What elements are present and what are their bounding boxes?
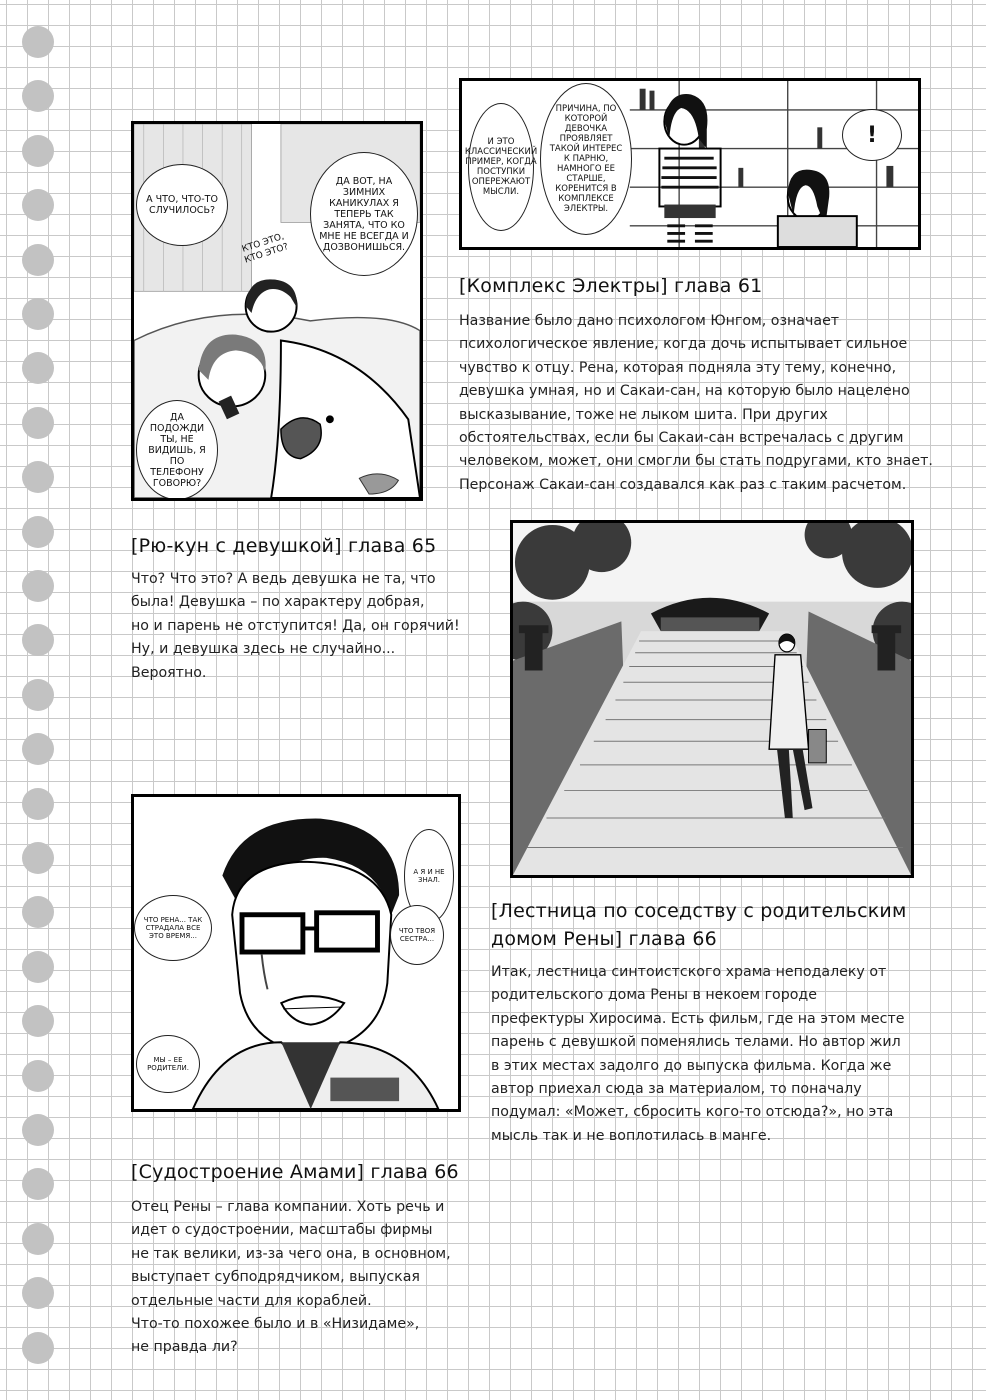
shrine-stairs-illustration: [513, 523, 911, 875]
speech-bubble: И ЭТО КЛАССИЧЕСКИЙ ПРИМЕР, КОГДА ПОСТУПКИ ОПЕРЕЖАЮТ МЫСЛИ.: [468, 103, 534, 231]
text-line: обстоятельствах, если бы Сакаи-сан встречалась с другим: [459, 430, 904, 447]
section-heading-stairs: [Лестница по соседству с родительским: [491, 900, 907, 922]
binder-hole: [22, 788, 54, 820]
text-line: человеком, может, они смогли бы стать подругами, кто знает.: [459, 453, 933, 470]
text-line: высказывание, тоже не лыком шита. При других: [459, 406, 828, 423]
text-line: Отец Рены – глава компании. Хоть речь и: [131, 1199, 445, 1215]
binder-hole: [22, 244, 54, 276]
text-line: чувство к отцу. Рена, которая подняла эту тему, конечно,: [459, 359, 897, 376]
manga-panel-father: [131, 794, 461, 1112]
section-heading-ryu: [Рю-кун с девушкой] глава 65: [131, 535, 437, 557]
text-line: подумал: «Может, сбросить кого-то отсюда?», но эта: [491, 1104, 894, 1121]
binder-hole: [22, 1332, 54, 1364]
speech-whisper: КТО ЭТО, КТО ЭТО?: [240, 231, 290, 266]
text-line: Персонаж Сакаи-сан создавался как раз с таким расчетом.: [459, 476, 907, 493]
binder-hole: [22, 1277, 54, 1309]
speech-bubble: ДА ПОДОЖДИ ТЫ, НЕ ВИДИШЬ, Я ПО ТЕЛЕФОНУ ГОВОРЮ?: [136, 400, 218, 500]
binder-hole: [22, 352, 54, 384]
text-line: родительского дома Рены в некоем городе: [491, 987, 817, 1004]
text-line: отдельные части для кораблей.: [131, 1292, 372, 1309]
text-line: не так велики, из-за чего она, в основном,: [131, 1245, 451, 1262]
binder-hole: [22, 679, 54, 711]
binder-hole: [22, 624, 54, 656]
manga-panel-phone: [131, 121, 423, 501]
text-line: в этих местах задолго до выпуска фильма. Когда же: [491, 1057, 892, 1074]
binder-hole: [22, 407, 54, 439]
speech-bubble: ДА ВОТ, НА ЗИМНИХ КАНИКУЛАХ Я ТЕПЕРЬ ТАК ЗАНЯТА, ЧТО КО МНЕ НЕ ВСЕГДА И ДОЗВОНИШЬСЯ.: [310, 152, 418, 276]
binder-hole: [22, 1114, 54, 1146]
section-text-stairs: [491, 961, 904, 1148]
speech-bubble: МЫ – ЕЕ РОДИТЕЛИ.: [136, 1035, 200, 1093]
section-heading-amami: [Судостроение Амами] глава 66: [131, 1161, 459, 1183]
text-line: Вероятно.: [131, 664, 207, 681]
text-line: парень с девушкой поменялись телами. Но автор жил: [491, 1034, 901, 1051]
section-heading-stairs-cont: домом Рены] глава 66: [491, 928, 717, 950]
section-text-amami: [131, 1196, 451, 1360]
binder-hole: [22, 1223, 54, 1255]
binder-hole: [22, 896, 54, 928]
manga-panel-electra: [459, 78, 921, 250]
speech-bubble: А Я И НЕ ЗНАЛ.: [404, 829, 454, 923]
section-text-ryu: [131, 568, 460, 685]
section-text-electra: [459, 310, 933, 497]
binder-hole: [22, 189, 54, 221]
binder-hole: [22, 1168, 54, 1200]
text-line: префектуры Хиросима. Есть фильм, где на этом месте: [491, 1010, 905, 1027]
text-line: девушка умная, но и Сакаи-сан, на которую было нацелено: [459, 383, 910, 400]
text-line: Что-то похожее было и в «Низидаме»,: [131, 1316, 420, 1333]
text-line: выступает субподрядчиком, выпуская: [131, 1269, 420, 1286]
text-line: была! Девушка – по характеру добрая,: [131, 594, 425, 611]
manga-panel-stairs: [510, 520, 914, 878]
speech-bubble: ЧТО ТВОЯ СЕСТРА...: [390, 905, 444, 965]
binder-hole: [22, 733, 54, 765]
binder-hole: [22, 298, 54, 330]
binder-holes: [22, 0, 56, 1400]
text-line: Ну, и девушка здесь не случайно...: [131, 641, 396, 658]
text-line: Что? Что это? А ведь девушка не та, что: [131, 571, 436, 587]
section-heading-electra: [Комплекс Электры] глава 61: [459, 275, 763, 297]
binder-hole: [22, 80, 54, 112]
speech-bubble: ЧТО РЕНА... ТАК СТРАДАЛА ВСЕ ЭТО ВРЕМЯ...: [134, 895, 212, 961]
binder-hole: [22, 1005, 54, 1037]
binder-hole: [22, 951, 54, 983]
speech-bubble: А ЧТО, ЧТО-ТО СЛУЧИЛОСЬ?: [136, 164, 228, 246]
speech-bubble: ПРИЧИНА, ПО КОТОРОЙ ДЕВОЧКА ПРОЯВЛЯЕТ ТАКОЙ ИНТЕРЕС К ПАРНЮ, НАМНОГО ЕЕ СТАРШЕ, КОРЕНИТСЯ В КОМПЛЕКСЕ ЭЛЕКТРЫ.: [540, 83, 632, 235]
text-line: психологическое явление, когда дочь испытывает сильное: [459, 336, 908, 353]
binder-hole: [22, 26, 54, 58]
text-line: Итак, лестница синтоистского храма неподалеку от: [491, 964, 887, 980]
binder-hole: [22, 135, 54, 167]
text-line: но и парень не отступится! Да, он горячий!: [131, 617, 460, 634]
binder-hole: [22, 570, 54, 602]
text-line: автор приехал сюда за материалом, то поначалу: [491, 1081, 862, 1098]
text-line: Название было дано психологом Юнгом, означает: [459, 313, 840, 329]
binder-hole: [22, 1060, 54, 1092]
binder-hole: [22, 842, 54, 874]
exclamation-bubble: !: [842, 109, 902, 161]
text-line: мысль так и не воплотилась в манге.: [491, 1127, 772, 1144]
text-line: не правда ли?: [131, 1339, 238, 1356]
text-line: идет о судостроении, масштабы фирмы: [131, 1222, 433, 1239]
binder-hole: [22, 516, 54, 548]
binder-hole: [22, 461, 54, 493]
